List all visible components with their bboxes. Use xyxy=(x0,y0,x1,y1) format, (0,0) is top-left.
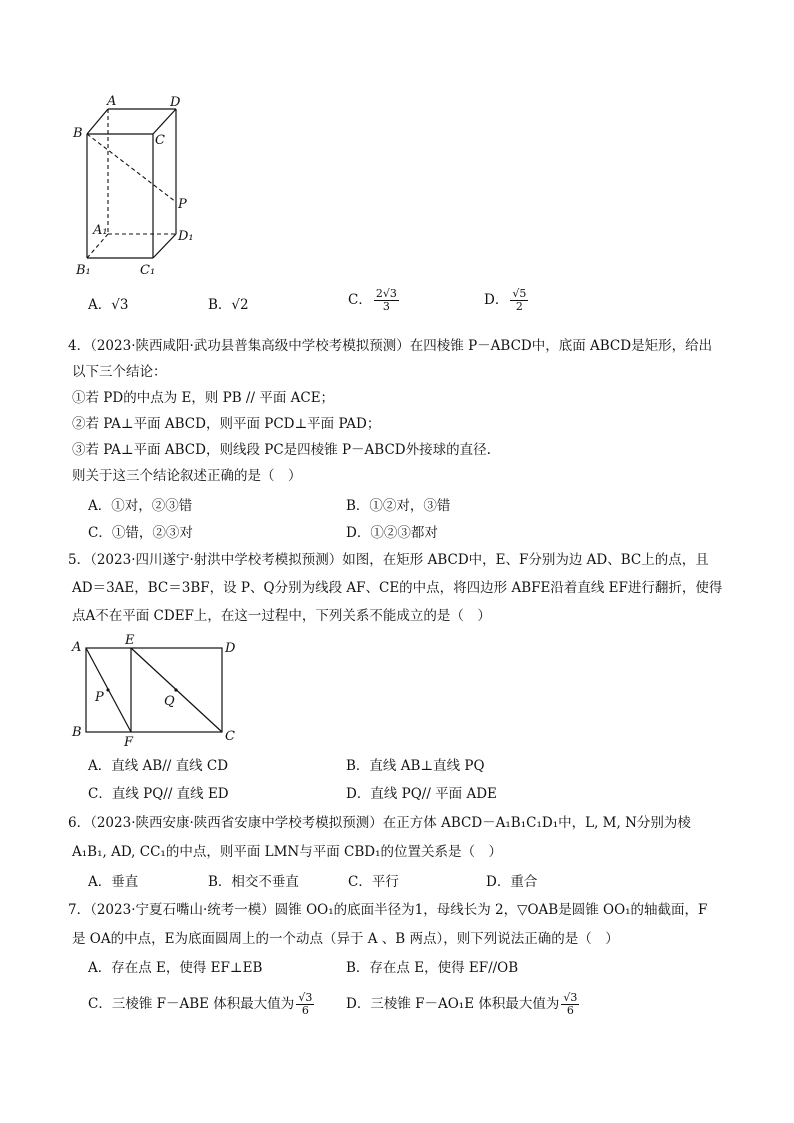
label-A: A xyxy=(72,640,82,655)
q7-line-2: 是 OA的中点，E为底面圆周上的一个动点（异于 A 、B 两点），则下列说法正确的是（ ） xyxy=(72,931,619,947)
q6-option-c: C．平行 xyxy=(348,874,399,890)
q5-option-b: B．直线 AB⊥直线 PQ xyxy=(346,758,485,774)
point-Q xyxy=(174,688,177,691)
q3-option-d-fraction xyxy=(510,288,528,313)
q7-option-c-num: √3 xyxy=(298,991,313,1004)
q3-option-a-value: √3 xyxy=(111,297,129,313)
q3-option-c-letter: C． xyxy=(348,292,372,308)
q7-option-a: A．存在点 E，使得 EF⊥EB xyxy=(88,960,263,976)
q4-line-2: 以下三个结论： xyxy=(72,364,167,380)
q3-option-b xyxy=(208,295,249,315)
q3-option-a-letter: A． xyxy=(88,297,112,313)
q4-option-b: B．①②对，③错 xyxy=(346,498,451,514)
label-B: B xyxy=(73,126,83,141)
q7-option-d xyxy=(346,992,581,1017)
q7-option-c xyxy=(88,992,316,1017)
q4-option-d: D．①②③都对 xyxy=(346,525,438,541)
label-P: P xyxy=(178,197,187,212)
q5-option-d: D．直线 PQ// 平面 ADE xyxy=(346,786,497,802)
q7-option-c-fraction xyxy=(296,992,314,1017)
q7-option-d-fraction xyxy=(561,992,579,1017)
q7-option-b: B．存在点 E，使得 EF//OB xyxy=(346,960,519,976)
q5-option-c: C．直线 PQ// 直线 ED xyxy=(88,786,229,802)
label-A: A xyxy=(107,94,117,109)
label-D: D xyxy=(225,641,236,656)
q3-option-d-num: √5 xyxy=(512,287,527,300)
q4-option-c: C．①错，②③对 xyxy=(88,525,193,541)
point-P xyxy=(106,688,109,691)
q3-option-a xyxy=(88,295,128,315)
label-A1: A₁ xyxy=(93,223,108,238)
label-E: E xyxy=(125,633,135,648)
label-Q: Q xyxy=(164,694,175,709)
q4-item-3: ③若 PA⊥平面 ABCD，则线段 PC是四棱锥 P－ABCD外接球的直径. xyxy=(72,442,491,458)
q5-line-2: AD＝3AE，BC＝3BF，设 P、Q分别为线段 AF、CE的中点，将四边形 ABFE沿着直线 EF进行翻折，使得 xyxy=(72,580,723,596)
q7-option-d-num: √3 xyxy=(563,991,578,1004)
q7-option-d-den: 6 xyxy=(566,1004,574,1017)
q6-option-d: D．重合 xyxy=(486,874,538,890)
q7-line-1: 7．（2023·宁夏石嘴山·统考一模）圆锥 OO₁的底面半径为1，母线长为 2，▽OAB是圆锥 OO₁的轴截面，F xyxy=(68,902,708,918)
q4-question: 则关于这三个结论叙述正确的是（ ） xyxy=(72,468,302,484)
q6-line-2: A₁B₁, AD, CC₁的中点，则平面 LMN与平面 CBD₁的位置关系是（ ） xyxy=(72,844,502,860)
q6-option-b: B．相交不垂直 xyxy=(208,874,299,890)
q5-option-a: A．直线 AB// 直线 CD xyxy=(88,758,229,774)
label-D1: D₁ xyxy=(178,229,194,244)
q4-option-a: A．①对，②③错 xyxy=(88,498,193,514)
label-C: C xyxy=(225,729,235,744)
label-C: C xyxy=(155,133,165,148)
q4-item-2: ②若 PA⊥平面 ABCD，则平面 PCD⊥平面 PAD； xyxy=(72,416,381,432)
q4-item-1: ①若 PD的中点为 E，则 PB // 平面 ACE； xyxy=(72,390,335,406)
label-C1: C₁ xyxy=(140,263,156,278)
q3-option-c-num: 2√3 xyxy=(375,287,397,300)
label-B: B xyxy=(72,725,82,740)
q3-option-d xyxy=(484,288,530,313)
q7-option-d-text: D．三棱锥 F－AO₁E 体积最大值为 xyxy=(346,996,560,1012)
label-F: F xyxy=(124,735,134,750)
q3-option-d-letter: D． xyxy=(484,292,509,308)
q7-option-c-den: 6 xyxy=(301,1004,309,1017)
label-D: D xyxy=(170,95,181,110)
label-B1: B₁ xyxy=(76,263,91,278)
q7-option-c-text: C．三棱锥 F－ABE 体积最大值为 xyxy=(88,996,295,1012)
q5-line-1: 5．（2023·四川遂宁·射洪中学校考模拟预测）如图，在矩形 ABCD中，E、F分别为边 AD、BC上的点，且 xyxy=(68,552,709,568)
q3-option-b-value: √2 xyxy=(231,297,249,313)
q6-line-1: 6．（2023·陕西安康·陕西省安康中学校考模拟预测）在正方体 ABCD－A₁B₁C₁D₁中，L, M, N分别为棱 xyxy=(68,815,691,831)
q5-line-3: 点A不在平面 CDEF上，在这一过程中，下列关系不能成立的是（ ） xyxy=(72,608,491,624)
rectangle-figure xyxy=(68,630,248,750)
label-P: P xyxy=(95,690,104,705)
q4-line-1: 4．（2023·陕西咸阳·武功县普集高级中学校考模拟预测）在四棱锥 P－ABCD中，底面 ABCD是矩形，给出 xyxy=(68,338,713,354)
prism-figure xyxy=(70,92,210,282)
q3-option-b-letter: B． xyxy=(208,297,232,313)
q3-option-c-fraction xyxy=(374,288,399,313)
q6-option-a: A．垂直 xyxy=(88,874,139,890)
q3-option-c-den: 3 xyxy=(382,300,390,313)
q3-option-d-den: 2 xyxy=(515,300,523,313)
q3-option-c xyxy=(348,288,401,313)
